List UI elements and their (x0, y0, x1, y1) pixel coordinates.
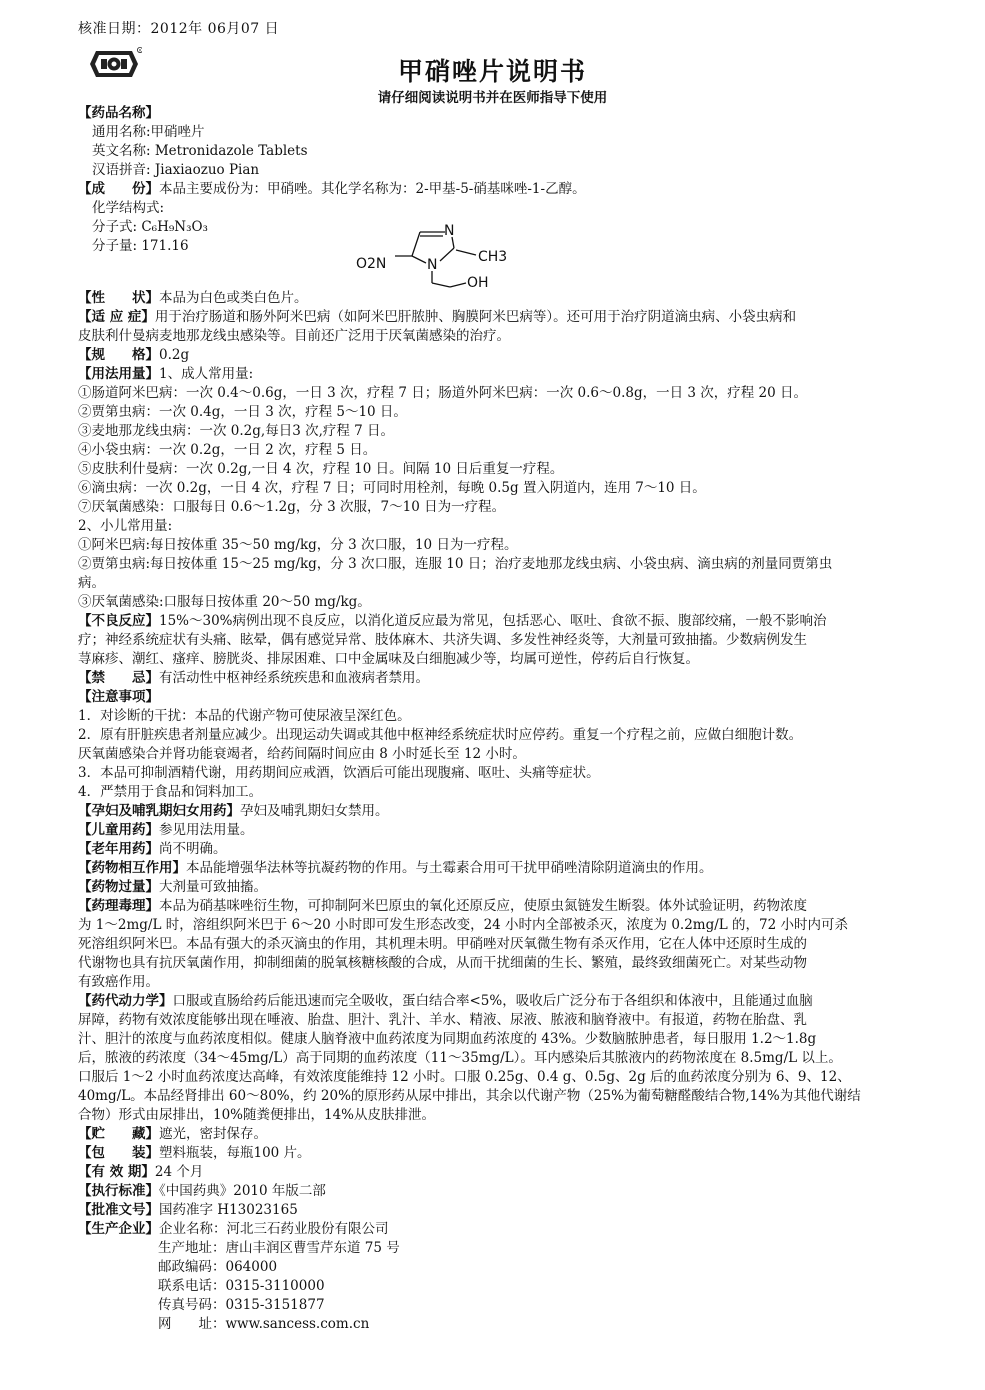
validity-text: 24 个月 (154, 1164, 204, 1180)
mw-value: 171.16 (141, 238, 189, 254)
section-dosage-header: 【用法用量】 (78, 366, 159, 382)
storage-line (78, 1125, 918, 1144)
approval-number-line (78, 1201, 918, 1220)
geriatric-text: 尚不明确。 (159, 841, 227, 857)
precaution-item: 1．对诊断的干扰：本品的代谢产物可使尿液呈深红色。 (78, 708, 411, 724)
pharmacology-text: 本品为硝基咪唑衍生物，可抑制阿米巴原虫的氧化还原反应，使原虫氮链发生断裂。体外试验证明，药物浓度 (159, 898, 807, 914)
pharmacokinetics-line-1 (78, 992, 918, 1011)
manufacturer-name: 企业名称：河北三石药业股份有限公司 (159, 1221, 389, 1237)
section-geriatric-header: 【老年用药】 (78, 841, 159, 857)
precaution-item: 3．本品可抑制酒精代谢，用药期间应戒酒，饮酒后可能出现腹痛、呕吐、头痛等症状。 (78, 765, 600, 781)
section-specification-header: 【规 格】 (78, 347, 159, 363)
ring-bond (412, 232, 420, 256)
section-standard-header: 【执行标准】 (78, 1183, 159, 1199)
pharmacokinetics-line: 汁、胆汁的浓度与血药浓度相似。健康人脑脊液中血药浓度为同期血药浓度的 43%。少数脑脓肿患者，每日服用 1.2～1.8g (78, 1031, 817, 1047)
nitro-group: O2N (356, 256, 387, 272)
section-composition-header: 【成 份】 (78, 181, 159, 197)
section-storage-header: 【贮 藏】 (78, 1126, 159, 1142)
dosage-adult-item: ⑦厌氧菌感染：口服每日 0.6～1.2g，分 3 次服，7～10 日为一疗程。 (78, 499, 506, 515)
approval-date: 核准日期：2012年 06月07 日 (78, 21, 280, 37)
formula-value: C₆H₉N₃O₃ (141, 219, 208, 235)
section-pregnancy-header: 【孕妇及哺乳期妇女用药】 (78, 803, 240, 819)
contraindications-line (78, 669, 918, 688)
dosage-adult-item: ④小袋虫病：一次 0.2g，一日 2 次，疗程 5 日。 (78, 442, 377, 458)
dosage-adult-item: ②贾第虫病：一次 0.4g，一日 3 次，疗程 5～10 日。 (78, 404, 407, 420)
section-pharmacokinetics-header: 【药代动力学】 (78, 993, 173, 1009)
package-line (78, 1144, 918, 1163)
section-approval-number-header: 【批准文号】 (78, 1202, 159, 1218)
adverse-text: 15%～30%病例出现不良反应，以消化道反应最为常见，包括恶心、呕吐、食欲不振、腹部绞痛，一般不影响治 (159, 613, 827, 629)
specification-text: 0.2g (159, 347, 190, 363)
pharmacokinetics-text: 口服或直肠给药后能迅速而完全吸收，蛋白结合率<5%，吸收后广泛分布于各组织和体液中，且能通过血脑 (172, 993, 813, 1009)
section-manufacturer-header: 【生产企业】 (78, 1221, 159, 1237)
manufacturer-fax: 传真号码：0315-3151877 (158, 1297, 325, 1313)
hydroxyl-group: OH (467, 275, 489, 291)
pharmacokinetics-line: 合物）形式由尿排出，10%随粪便排出，14%从皮肤排泄。 (78, 1107, 436, 1123)
section-overdose-header: 【药物过量】 (78, 879, 159, 895)
methyl-bond (456, 250, 476, 255)
ring-nitrogen: N (427, 257, 438, 273)
manufacturer-address: 生产地址：唐山丰润区曹雪芹东道 75 号 (158, 1240, 400, 1256)
ring-bond (440, 248, 454, 261)
dosage-child-item: ②贾第虫病:每日按体重 15～25 mg/kg，分 3 次口服，连服 10 日；治疗麦地那龙线虫病、小袋虫病、滴虫病的剂量同贾第虫 (78, 556, 833, 572)
mw-label: 分子量: (92, 238, 142, 254)
package-text: 塑料瓶装，每瓶100 片。 (159, 1145, 311, 1161)
ethanol-bond (450, 283, 466, 287)
section-contraindications-header: 【禁 忌】 (78, 670, 159, 686)
dosage-adult-title: 1、成人常用量: (159, 366, 254, 382)
standard-text: 《中国药典》2010 年版二部 (159, 1183, 326, 1199)
interactions-line (78, 859, 918, 878)
approval-number-text: 国药准字 H13023165 (159, 1202, 298, 1218)
manufacturer-line (78, 1220, 918, 1239)
indications-text-1: 用于治疗肠道和肠外阿米巴病（如阿米巴肝脓肿、胸膜阿米巴病等）。还可用于治疗阴道滴虫病、小袋虫病和 (154, 309, 797, 325)
pregnancy-text: 孕妇及哺乳期妇女禁用。 (240, 803, 389, 819)
pharmacology-line: 有致癌作用。 (78, 974, 159, 990)
manufacturer-postcode: 邮政编码：064000 (158, 1259, 278, 1275)
pharmacokinetics-line: 40mg/L。本品经肾排出 60～80%，约 20%的原形药从尿中排出，其余以代谢产物（25%为葡萄糖醛酸结合物,14%为其他代谢结 (78, 1088, 861, 1104)
section-pediatric-header: 【儿童用药】 (78, 822, 159, 838)
section-indications-header: 【适 应 症】 (78, 309, 155, 325)
manufacturer-phone: 联系电话：0315-3110000 (158, 1278, 325, 1294)
pharmacology-line: 代谢物也具有抗厌氧菌作用，抑制细菌的脱氧核糖核酸的合成，从而干扰细菌的生长、繁殖，最终致细菌死亡。对某些动物 (78, 955, 807, 971)
contraindications-text: 有活动性中枢神经系统疾患和血液病者禁用。 (159, 670, 429, 686)
dosage-child-list (78, 536, 918, 612)
dosage-child-item: 病。 (78, 575, 105, 591)
svg-text:R: R (138, 48, 142, 53)
section-package-header: 【包 装】 (78, 1145, 159, 1161)
dosage-line (78, 365, 918, 384)
document-subtitle: 请仔细阅读说明书并在医师指导下使用 (377, 90, 608, 106)
precaution-item: 2．原有肝脏疾患者剂量应减少。出现运动失调或其他中枢神经系统症状时应停药。重复一个疗程之前，应做白细胞计数。 (78, 727, 803, 743)
specification-line (78, 346, 918, 365)
indications-line-2: 皮肤利什曼病麦地那龙线虫感染等。目前还广泛用于厌氧菌感染的治疗。 (78, 328, 510, 344)
storage-text: 遮光，密封保存。 (159, 1126, 267, 1142)
adverse-line-1 (78, 612, 918, 631)
dosage-child-title: 2、小儿常用量: (78, 518, 173, 534)
section-interactions-header: 【药物相互作用】 (78, 860, 186, 876)
properties-text: 本品为白色或类白色片。 (159, 290, 308, 306)
pediatric-text: 参见用法用量。 (159, 822, 254, 838)
ring-bond (412, 256, 426, 263)
indications-line-1 (78, 308, 918, 327)
section-drug-name-header: 【药品名称】 (78, 105, 159, 121)
precautions-list (78, 707, 918, 802)
methyl-group: CH3 (478, 249, 508, 265)
pharmacokinetics-line: 屏障，药物有效浓度能够出现在唾液、胎盘、胆汁、乳汁、羊水、精液、尿液、脓液和脑脊液中。有报道，药物在胎盘、乳 (78, 1012, 807, 1028)
dosage-adult-item: ③麦地那龙线虫病：一次 0.2g,每日3 次,疗程 7 日。 (78, 423, 395, 439)
formula-label: 分子式: (92, 219, 142, 235)
ethanol-bond (432, 283, 450, 287)
section-pharmacology-header: 【药理毒理】 (78, 898, 159, 914)
dosage-adult-item: ⑥滴虫病：一次 0.2g，一日 4 次，疗程 7 日；可同时用栓剂，每晚 0.5g 置入阴道内，连用 7～10 日。 (78, 480, 706, 496)
dosage-child-item: ①阿米巴病:每日按体重 35～50 mg/kg，分 3 次口服，10 日为一疗程。 (78, 537, 518, 553)
structure-label: 化学结构式: (92, 200, 165, 216)
validity-line (78, 1163, 918, 1182)
pharmacology-line: 为 1～2mg/L 时，溶组织阿米巴于 6～20 小时即可发生形态改变，24 小时内全部被杀灭，浓度为 0.2mg/L 的，72 小时内可杀 (78, 917, 849, 933)
precaution-item: 厌氧菌感染合并肾功能衰竭者，给药间隔时间应由 8 小时延长至 12 小时。 (78, 746, 526, 762)
pharmacokinetics-line: 口服后 1～2 小时血药浓度达高峰，有效浓度能维持 12 小时。口服 0.25g、0.4 g、0.5g、2g 后的血药浓度分别为 6、9、12、 (78, 1069, 851, 1085)
metronidazole-structure-diagram (350, 215, 525, 300)
section-properties-header: 【性 状】 (78, 290, 159, 306)
document-title: 甲硝唑片说明书 (397, 57, 587, 86)
adverse-line: 疗；神经系统症状有头痛、眩晕，偶有感觉异常、肢体麻木、共济失调、多发性神经炎等，大剂量可致抽搐。少数病例发生 (78, 632, 807, 648)
precaution-item: 4．严禁用于食品和饲料加工。 (78, 784, 263, 800)
pharmacology-line: 死溶组织阿米巴。本品有强大的杀灭滴虫的作用，其机理未明。甲硝唑对厌氧微生物有杀灭作用，它在人体中还原时生成的 (78, 936, 807, 952)
composition-text: 本品主要成份为：甲硝唑。其化学名称为：2-甲基-5-硝基咪唑-1-乙醇。 (159, 181, 586, 197)
pharmacokinetics-line: 后，脓液的药浓度（34～45mg/L）高于同期的血药浓度（11～35mg/L）。耳内感染后其脓液内的药物浓度在 8.5mg/L 以上。 (78, 1050, 842, 1066)
dosage-adult-item: ⑤皮肤利什曼病：一次 0.2g,一日 4 次，疗程 10 日。间隔 10 日后重复一疗程。 (78, 461, 564, 477)
generic-name: 通用名称:甲硝唑片 (92, 124, 205, 140)
ring-nitrogen-top: N (444, 223, 455, 239)
composition-line (78, 180, 918, 199)
overdose-line (78, 878, 918, 897)
geriatric-line (78, 840, 918, 859)
section-adverse-header: 【不良反应】 (78, 613, 159, 629)
section-validity-header: 【有 效 期】 (78, 1164, 155, 1180)
dosage-adult-list (78, 384, 918, 517)
section-precautions-header: 【注意事项】 (78, 689, 159, 705)
pregnancy-line (78, 802, 918, 821)
manufacturer-website: 网 址：www.sancess.com.cn (158, 1316, 370, 1332)
adverse-line: 荨麻疹、潮红、瘙痒、膀胱炎、排尿困难、口中金属味及白细胞减少等，均属可逆性，停药后自行恢复。 (78, 651, 699, 667)
overdose-text: 大剂量可致抽搐。 (159, 879, 267, 895)
pinyin-name: 汉语拼音: Jiaxiaozuo Pian (92, 162, 260, 178)
english-name: 英文名称: Metronidazole Tablets (92, 143, 308, 159)
interactions-text: 本品能增强华法林等抗凝药物的作用。与土霉素合用可干扰甲硝唑清除阴道滴虫的作用。 (186, 860, 713, 876)
pediatric-line (78, 821, 918, 840)
dosage-adult-item: ①肠道阿米巴病：一次 0.4～0.6g，一日 3 次，疗程 7 日；肠道外阿米巴病：一次 0.6～0.8g，一日 3 次，疗程 20 日。 (78, 385, 808, 401)
pharmacology-line-1 (78, 897, 918, 916)
dosage-child-item: ③厌氧菌感染:口服每日按体重 20～50 mg/kg。 (78, 594, 371, 610)
standard-line (78, 1182, 918, 1201)
